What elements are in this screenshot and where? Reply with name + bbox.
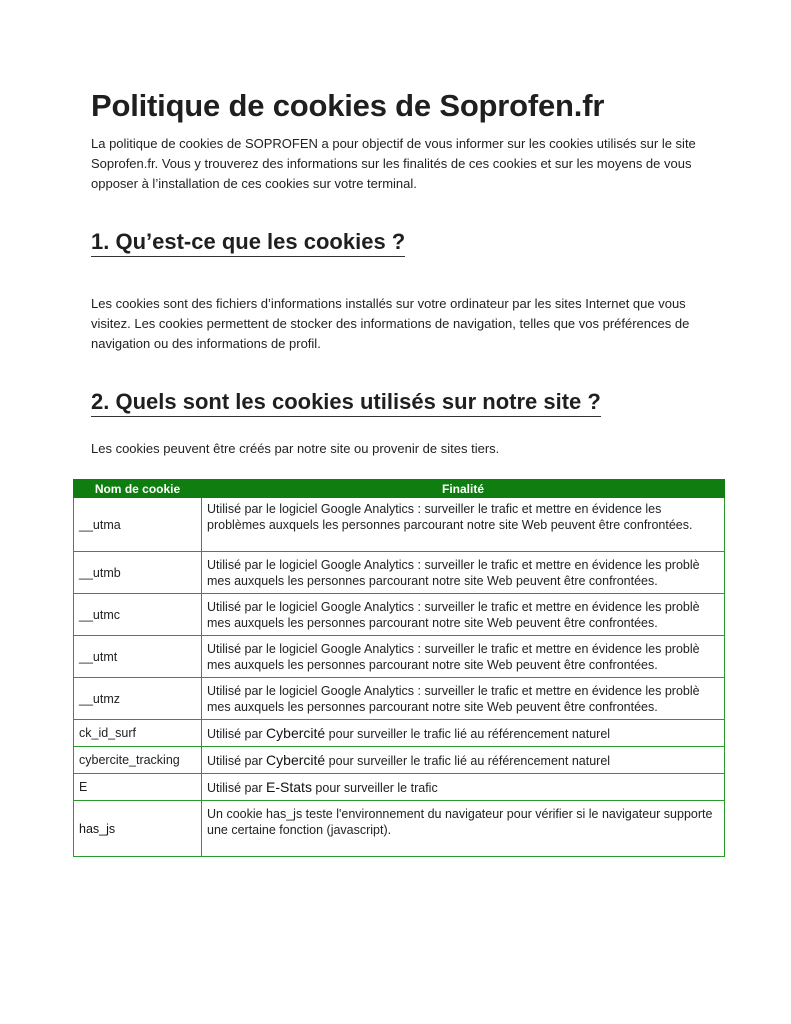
purpose-prefix: Utilisé par [207,753,267,768]
table-row [74,636,725,678]
cookie-name: cybercite_tracking [74,747,202,774]
table-row [74,552,725,594]
cookie-name: __utma [74,498,202,552]
cookie-purpose: Utilisé par le logiciel Google Analytics : surveiller le trafic et mettre en évidence les problè mes auxquels les personnes parcourant notre site Web peuvent être confrontées. [202,594,725,636]
cookie-name: __utmb [74,552,202,594]
purpose-suffix: pour surveiller le trafic [311,780,438,795]
section-2-heading: 2. Quels sont les cookies utilisés sur notre site ? [91,388,601,417]
intro-paragraph: La politique de cookies de SOPROFEN a pour objectif de vous informer sur les cookies utilisés sur le site Soprofen.fr. Vous y trouverez des informations sur les finalités de ces cookies et sur les moyens de vous opposer à l’installation de ces cookies sur votre terminal. [91,136,696,191]
cookie-purpose [202,774,725,801]
cookie-name: ck_id_surf [74,720,202,747]
brand-name: Cybercité [266,751,326,768]
purpose-suffix: pour surveiller le trafic lié au référencement naturel [325,753,611,768]
table-row [74,720,725,747]
section-1-heading: 1. Qu’est-ce que les cookies ? [91,228,405,257]
header-purpose: Finalité [202,480,725,498]
table-row [74,774,725,801]
cookie-name: __utmc [74,594,202,636]
table-row [74,747,725,774]
purpose-prefix: Utilisé par [207,780,267,795]
section-1-paragraph: Les cookies sont des fichiers d’informations installés sur votre ordinateur par les sites Internet que vous visitez. Les cookies permettent de stocker des informations de navigation, telles que vos préférences de navigation ou des informations de profil. [91,296,690,351]
cookie-name: has_js [74,801,202,857]
cookie-purpose [202,720,725,747]
cookie-purpose: Utilisé par le logiciel Google Analytics : surveiller le trafic et mettre en évidence les problèmes auxquels les personnes parcourant notre site Web peuvent être confrontées. [202,498,725,552]
table-row [74,801,725,857]
table-row [74,678,725,720]
header-cookie-name: Nom de cookie [74,480,202,498]
cookie-purpose: Un cookie has_js teste l'environnement du navigateur pour vérifier si le navigateur supporte une certaine fonction (javascript). [202,801,725,857]
page-title: Politique de cookies de Soprofen.fr [91,88,605,123]
brand-name: E-Stats [266,778,312,795]
cookie-name: __utmt [74,636,202,678]
table-header-row [74,480,725,498]
section-2-paragraph: Les cookies peuvent être créés par notre site ou provenir de sites tiers. [91,441,500,456]
cookie-name: __utmz [74,678,202,720]
cookie-name: E [74,774,202,801]
table-row [74,594,725,636]
purpose-prefix: Utilisé par [207,726,267,741]
purpose-suffix: pour surveiller le trafic lié au référencement naturel [325,726,611,741]
cookie-purpose [202,747,725,774]
cookie-purpose: Utilisé par le logiciel Google Analytics : surveiller le trafic et mettre en évidence les problè mes auxquels les personnes parcourant notre site Web peuvent être confrontées. [202,552,725,594]
cookie-purpose: Utilisé par le logiciel Google Analytics : surveiller le trafic et mettre en évidence les problè mes auxquels les personnes parcourant notre site Web peuvent être confrontées. [202,636,725,678]
table-row [74,498,725,552]
cookies-table [73,479,725,857]
brand-name: Cybercité [266,724,326,741]
cookie-purpose: Utilisé par le logiciel Google Analytics : surveiller le trafic et mettre en évidence les problè mes auxquels les personnes parcourant notre site Web peuvent être confrontées. [202,678,725,720]
